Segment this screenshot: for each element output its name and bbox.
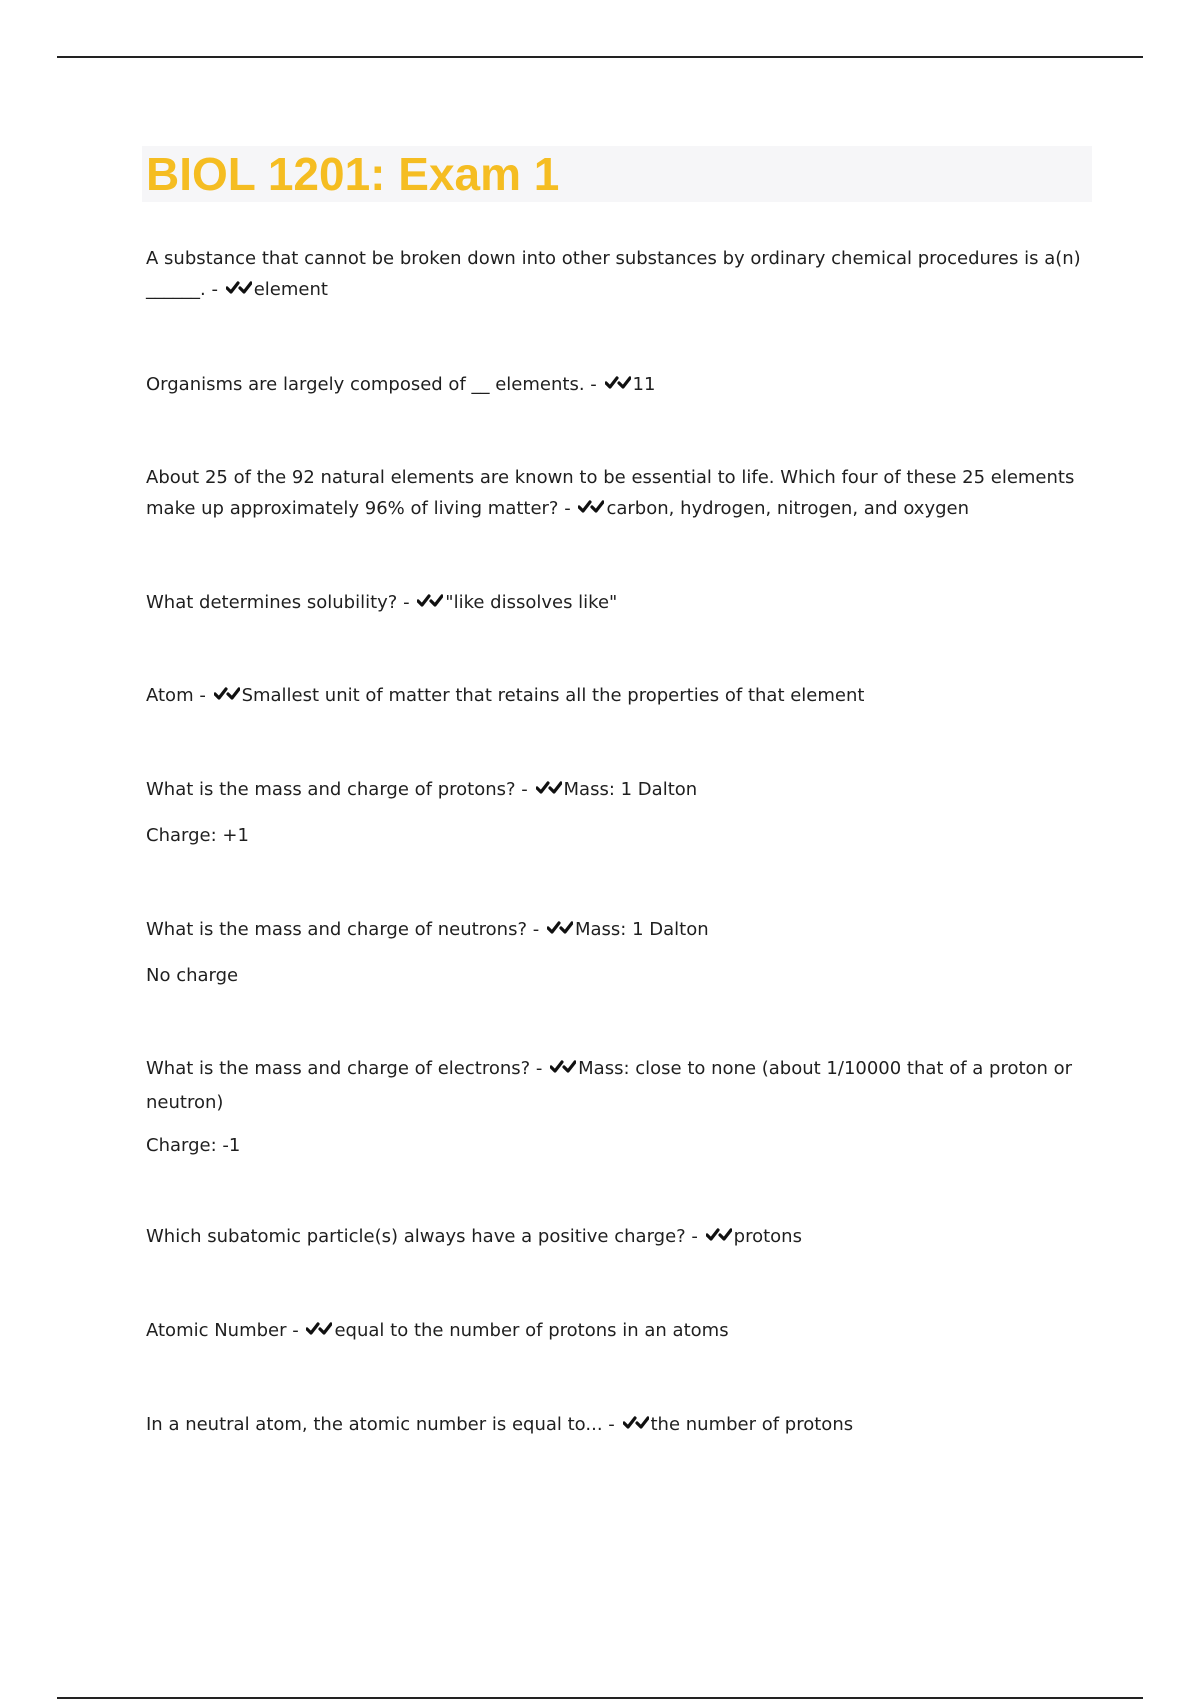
qa-line bbox=[146, 1053, 1086, 1118]
qa-item bbox=[146, 1221, 1086, 1255]
double-check-icon bbox=[536, 777, 562, 808]
qa-item bbox=[146, 243, 1086, 308]
question-text: Atomic Number - bbox=[146, 1320, 299, 1341]
double-check-icon bbox=[306, 1318, 332, 1349]
answer-text: Mass: 1 Dalton bbox=[563, 779, 698, 800]
double-check-icon bbox=[417, 590, 443, 621]
answer-text: "like dissolves like" bbox=[445, 592, 618, 613]
qa-line bbox=[146, 1221, 1086, 1255]
double-check-icon bbox=[226, 277, 252, 308]
double-check-icon bbox=[578, 496, 604, 527]
answer-text: carbon, hydrogen, nitrogen, and oxygen bbox=[606, 498, 970, 519]
answer-text: 11 bbox=[632, 374, 656, 395]
question-text: Organisms are largely composed of __ elements. - bbox=[146, 374, 597, 395]
qa-line bbox=[146, 774, 1086, 808]
answer-text: element bbox=[253, 279, 328, 300]
answer-text: Mass: 1 Dalton bbox=[574, 919, 709, 940]
answer-text: equal to the number of protons in an atoms bbox=[334, 1320, 729, 1341]
qa-item bbox=[146, 774, 1086, 851]
qa-line bbox=[146, 680, 1086, 714]
answer-extra: No charge bbox=[146, 965, 239, 986]
bottom-rule bbox=[57, 1697, 1143, 1699]
question-text: What is the mass and charge of electrons? - bbox=[146, 1058, 543, 1079]
qa-item bbox=[146, 1315, 1086, 1349]
top-rule bbox=[57, 56, 1143, 58]
answer-extra: Charge: +1 bbox=[146, 825, 249, 846]
qa-line bbox=[146, 587, 1086, 621]
question-text: Which subatomic particle(s) always have a positive charge? - bbox=[146, 1226, 698, 1247]
qa-item bbox=[146, 587, 1086, 621]
question-text: About 25 of the 92 natural elements are known to be essential to life. Which four of these 25 elements make up approximately 96% of living matter? - bbox=[146, 467, 1075, 519]
answer-text: Smallest unit of matter that retains all the properties of that element bbox=[241, 685, 865, 706]
qa-item bbox=[146, 1409, 1086, 1443]
question-text: In a neutral atom, the atomic number is equal to... - bbox=[146, 1414, 615, 1435]
double-check-icon bbox=[706, 1224, 732, 1255]
qa-item bbox=[146, 680, 1086, 714]
answer-extra: Charge: -1 bbox=[146, 1135, 241, 1156]
question-text: A substance that cannot be broken down into other substances by ordinary chemical procedures is a(n) ______. - bbox=[146, 248, 1081, 300]
question-text: What is the mass and charge of protons? - bbox=[146, 779, 528, 800]
double-check-icon bbox=[605, 372, 631, 403]
qa-line bbox=[146, 462, 1086, 527]
double-check-icon bbox=[214, 683, 240, 714]
qa-line bbox=[146, 1315, 1086, 1349]
qa-line bbox=[146, 1409, 1086, 1443]
double-check-icon bbox=[547, 917, 573, 948]
qa-line bbox=[146, 243, 1086, 308]
qa-item bbox=[146, 914, 1086, 991]
question-text: What is the mass and charge of neutrons? - bbox=[146, 919, 540, 940]
qa-item bbox=[146, 369, 1086, 403]
qa-item bbox=[146, 462, 1086, 527]
document-title: BIOL 1201: Exam 1 bbox=[146, 148, 560, 200]
answer-text: the number of protons bbox=[650, 1414, 854, 1435]
answer-text: protons bbox=[733, 1226, 802, 1247]
qa-line bbox=[146, 369, 1086, 403]
question-text: Atom - bbox=[146, 685, 206, 706]
qa-item bbox=[146, 1053, 1086, 1161]
answer-text: Mass: close to none (about 1/10000 that of a proton or neutron) bbox=[146, 1058, 1073, 1113]
double-check-icon bbox=[550, 1056, 576, 1087]
double-check-icon bbox=[623, 1412, 649, 1443]
qa-line bbox=[146, 914, 1086, 948]
question-text: What determines solubility? - bbox=[146, 592, 410, 613]
